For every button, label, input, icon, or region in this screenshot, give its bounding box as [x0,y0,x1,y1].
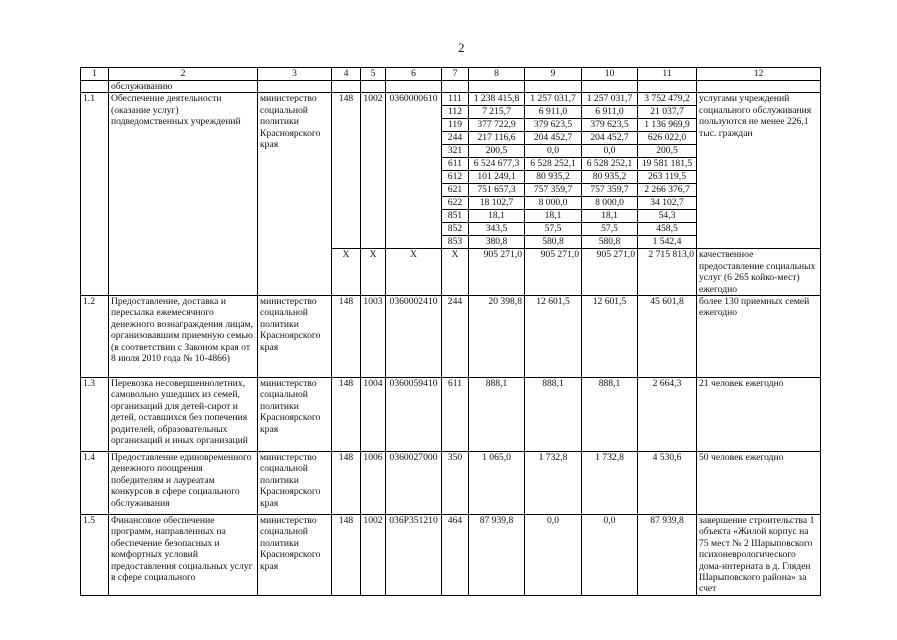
sub-cell: 458,5 [638,223,696,236]
sub-row [442,184,468,197]
sub-row [469,158,524,171]
values-2020 [525,93,582,249]
sub-cell: 1 542,4 [652,236,682,248]
sub-row [525,158,581,171]
column-number: 10 [582,68,638,81]
value-2020: 12 601,5 [525,296,582,378]
ministry: министерство социальной политики Красноярского края [258,515,332,596]
sub-row [525,145,581,158]
sub-row [525,119,581,132]
column-number-row [81,68,821,81]
value-total: 2 664,3 [638,378,697,452]
measure-name: Финансовое обеспечение программ, направленных на обеспечение безопасных и комфортных условий предоставления социальных услуг в сфере социального [109,515,258,596]
subtotal-2021: 905 271,0 [582,249,638,296]
values-2021 [582,93,638,249]
sub-cell: 119 [442,119,468,132]
table-row-1-1 [81,93,821,249]
sub-row [469,210,524,223]
ministry: министерство социальной политики Красноярского края [258,296,332,378]
sub-row [442,171,468,184]
column-number: 1 [81,68,109,81]
column-number: 12 [697,68,821,81]
sub-row [582,184,637,197]
measure-name: Предоставление единовременного денежного поощрения победителям и лауреатам конкурсов в сфере социального обслуживания [109,452,258,515]
vr-code: 350 [442,452,469,515]
sub-cell: 0,0 [582,145,637,158]
sub-cell: 263 119,5 [638,171,696,184]
sub-row [442,145,468,158]
sub-cell: 2 266 376,7 [638,184,696,197]
sub-row [582,119,637,132]
table-row-1-3 [81,378,821,452]
column-number: 2 [109,68,258,81]
x-mark: X [386,249,442,296]
sub-row [582,93,637,106]
sub-row [525,171,581,184]
sub-row [525,184,581,197]
sub-cell: 321 [442,145,468,158]
sub-row [638,158,696,171]
sub-cell: 751 657,3 [469,184,524,197]
sub-row [442,132,468,145]
grbs-code: 148 [332,296,361,378]
table-row-1-4 [81,452,821,515]
sub-row [638,132,696,145]
table-row-1-2 [81,296,821,378]
grbs-code: 148 [332,93,361,249]
sub-row [638,119,696,132]
sub-cell: 379 623,5 [525,119,581,132]
sub-row [525,223,581,236]
sub-cell: 379 623,5 [582,119,637,132]
sub-cell: 757 359,7 [525,184,581,197]
sub-row [442,119,468,132]
column-number: 3 [258,68,332,81]
csr-code: 0360027000 [386,452,442,515]
sub-cell: 200,5 [638,145,696,158]
values-total [638,93,697,249]
vr-code: 611 [442,378,469,452]
row-number: 1.4 [81,452,109,515]
sub-cell: 3 752 479,2 [638,93,696,106]
value-2021: 12 601,5 [582,296,638,378]
column-number: 4 [332,68,361,81]
sub-row [525,236,581,249]
sub-row [442,197,468,210]
sub-cell: 6 911,0 [582,106,637,119]
value-2020: 888,1 [525,378,582,452]
sub-cell: 204 452,7 [525,132,581,145]
sub-row [469,184,524,197]
sub-row [638,93,696,106]
sub-row [638,236,696,249]
sub-cell: 19 581 181,5 [638,158,696,171]
sub-cell: 580,8 [598,236,621,248]
ministry: министерство социальной политики Красноярского края [258,452,332,515]
subtotal-2019: 905 271,0 [469,249,525,296]
value-total: 87 939,8 [638,515,697,596]
page-number: 2 [458,40,465,55]
sub-row [638,184,696,197]
sub-row [469,132,524,145]
sub-cell: 244 [442,132,468,145]
grbs-code: 148 [332,452,361,515]
column-number: 9 [525,68,582,81]
table-row-1-5 [81,515,821,596]
vr-code: 464 [442,515,469,596]
value-2021: 888,1 [582,378,638,452]
sub-row [638,106,696,119]
column-number: 8 [469,68,525,81]
values-2019 [469,93,525,249]
sub-cell: 34 102,7 [638,197,696,210]
sub-cell: 377 722,9 [469,119,524,132]
sub-row [442,210,468,223]
sub-cell: 6 528 252,1 [525,158,581,171]
sub-row [469,119,524,132]
sub-row [525,132,581,145]
budget-table [80,67,821,596]
sub-cell: 611 [442,158,468,171]
sub-cell: 6 528 252,1 [582,158,637,171]
sub-row [469,106,524,119]
sub-row [638,171,696,184]
rzpr-code: 1006 [361,452,386,515]
sub-row [582,197,637,210]
sub-cell: 18,1 [525,210,581,223]
subtotal-2020: 905 271,0 [525,249,582,296]
row-number: 1.1 [81,93,109,296]
sub-cell: 80 935,2 [582,171,637,184]
value-2021: 1 732,8 [582,452,638,515]
sub-row [442,106,468,119]
measure-name: Предоставление, доставка и пересылка ежемесячного денежного вознаграждения лицам, организовавшим приемную семью (в соответствии с Законом края от 8 июля 2010 года № 10-4866) [109,296,258,378]
sub-row [582,223,637,236]
sub-cell: 622 [442,197,468,210]
sub-row [525,106,581,119]
sub-row [442,158,468,171]
column-number: 6 [386,68,442,81]
sub-cell: 580,8 [542,236,564,248]
sub-row [525,210,581,223]
vr-codes [442,93,469,249]
sub-row [582,106,637,119]
csr-code: 0360000610 [386,93,442,249]
sub-cell: 57,5 [525,223,581,236]
sub-row [469,236,524,249]
sub-row [638,210,696,223]
value-2019: 1 065,0 [469,452,525,515]
sub-cell: 8 000,0 [525,197,581,210]
ministry: министерство социальной политики Красноярского края [258,93,332,296]
sub-cell: 7 215,7 [469,106,524,119]
grbs-code: 148 [332,378,361,452]
sub-row [442,236,468,249]
sub-row [582,145,637,158]
row-result: качественное предоставление социальных услуг (6 265 койко-мест) ежегодно [697,249,821,296]
x-mark: X [361,249,386,296]
sub-cell: 80 935,2 [525,171,581,184]
row-result: более 130 приемных семей ежегодно [697,296,821,378]
sub-cell: 8 000,0 [582,197,637,210]
sub-cell: 112 [442,106,468,119]
sub-cell: 111 [442,93,468,106]
column-number: 7 [442,68,469,81]
grbs-code: 148 [332,515,361,596]
sub-row [525,93,581,106]
sub-cell: 1 257 031,7 [525,93,581,106]
value-total: 4 530,6 [638,452,697,515]
sub-row [469,223,524,236]
sub-row [638,223,696,236]
value-2021: 0,0 [582,515,638,596]
row-result: 21 человек ежегодно [697,378,821,452]
row-result: услугами учреждений социального обслуживания пользуются не менее 226,1 тыс. граждан [697,93,821,249]
sub-cell: 6 911,0 [525,106,581,119]
sub-row [469,145,524,158]
measure-name: Обеспечение деятельности (оказание услуг) подведомственных учреждений [109,93,258,296]
rzpr-code: 1002 [361,93,386,249]
value-2020: 0,0 [525,515,582,596]
value-total: 45 601,8 [638,296,697,378]
sub-cell: 21 037,7 [638,106,696,119]
ministry: министерство социальной политики Красноярского края [258,378,332,452]
column-number: 5 [361,68,386,81]
sub-row [582,171,637,184]
sub-cell: 1 136 969,9 [638,119,696,132]
vr-code: 244 [442,296,469,378]
rzpr-code: 1002 [361,515,386,596]
sub-row [469,93,524,106]
sub-cell: 0,0 [525,145,581,158]
row-number: 1.5 [81,515,109,596]
sub-cell: 1 238 415,8 [469,93,524,106]
sub-cell: 757 359,7 [582,184,637,197]
sub-cell: 852 [442,223,468,236]
x-mark: X [332,249,361,296]
sub-row [582,210,637,223]
sub-cell: 18,1 [582,210,637,223]
sub-cell: 380,8 [485,236,508,248]
sub-row [442,223,468,236]
sub-cell: 621 [442,184,468,197]
sub-row [582,236,637,249]
csr-code: 036P351210 [386,515,442,596]
row-result: завершение строительства 1 объекта «Жилой корпус на 75 мест № 2 Шарыповского психоневрологического дома-интерната в д. Гляден Шарыповского района» за счет [697,515,821,596]
x-mark: X [442,249,469,296]
sub-row [582,158,637,171]
row-number: 1.2 [81,296,109,378]
subtotal-total: 2 715 813,0 [638,249,697,296]
sub-cell: 101 249,1 [469,171,524,184]
column-number: 11 [638,68,697,81]
csr-code: 0360059410 [386,378,442,452]
sub-row [469,197,524,210]
sub-cell: 343,5 [469,223,524,236]
sub-row [582,132,637,145]
sub-cell: 54,3 [638,210,696,223]
sub-row [638,145,696,158]
value-2019: 20 398,8 [469,296,525,378]
rzpr-code: 1003 [361,296,386,378]
row-result: 50 человек ежегодно [697,452,821,515]
measure-name: Перевозка несовершеннолетних, самовольно ушедших из семей, организаций для детей-сирот и детей, оставшихся без попечения родителей, образовательных организаций и иных организаций [109,378,258,452]
sub-row [525,197,581,210]
sub-row [638,197,696,210]
sub-cell: 6 524 677,3 [469,158,524,171]
sub-cell: 200,5 [469,145,524,158]
continuation-row [81,81,821,93]
sub-cell: 851 [442,210,468,223]
sub-cell: 57,5 [582,223,637,236]
value-2019: 888,1 [469,378,525,452]
rzpr-code: 1004 [361,378,386,452]
sub-cell: 217 116,6 [469,132,524,145]
sub-cell: 1 257 031,7 [582,93,637,106]
sub-cell: 18,1 [469,210,524,223]
continuation-text: обслуживанию [109,81,258,93]
value-2020: 1 732,8 [525,452,582,515]
sub-cell: 204 452,7 [582,132,637,145]
sub-cell: 853 [447,236,463,248]
value-2019: 87 939,8 [469,515,525,596]
sub-row [469,171,524,184]
sub-cell: 18 102,7 [469,197,524,210]
sub-cell: 612 [442,171,468,184]
row-number: 1.3 [81,378,109,452]
sub-row [442,93,468,106]
csr-code: 0360002410 [386,296,442,378]
sub-cell: 626 022,0 [638,132,696,145]
